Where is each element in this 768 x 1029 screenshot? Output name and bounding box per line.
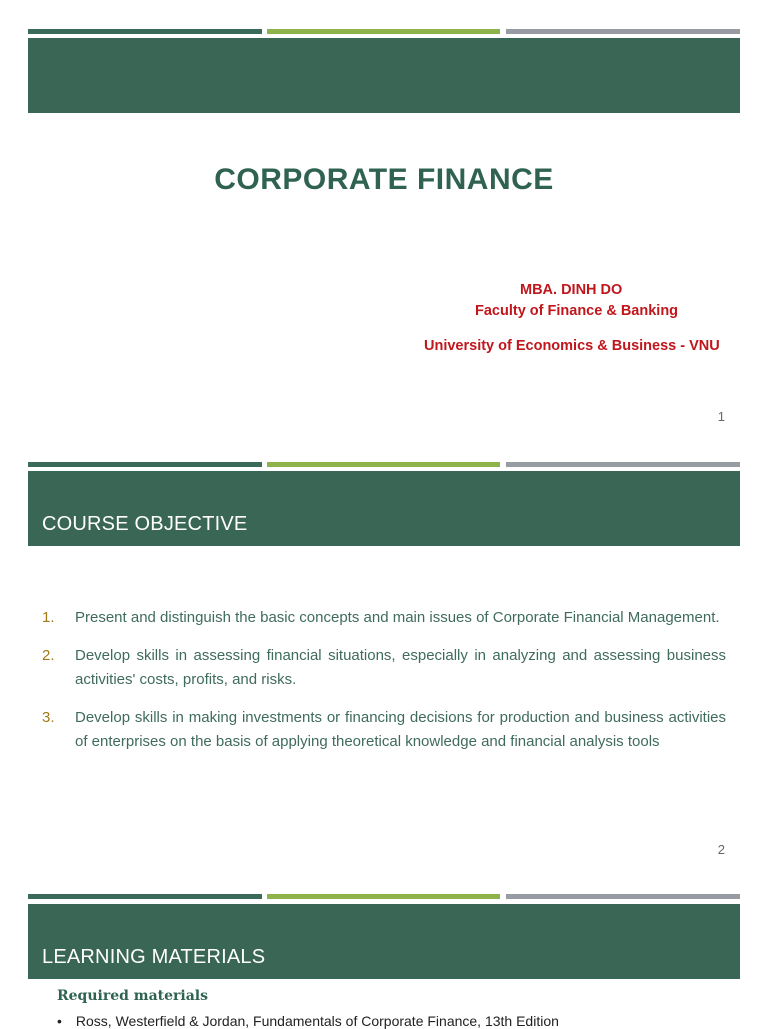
faculty-name: Faculty of Finance & Banking: [475, 303, 679, 319]
slide-heading: LEARNING MATERIALS: [42, 946, 266, 968]
required-materials-label: Required materials: [57, 988, 208, 1004]
accent-bars: [28, 894, 740, 899]
list-item-number: 1.: [42, 609, 55, 626]
accent-bar-dark: [28, 894, 262, 899]
accent-bars: [28, 29, 740, 34]
page-number: 1: [717, 409, 725, 424]
accent-bar-dark: [28, 462, 262, 467]
author-name: MBA. DINH DO: [520, 282, 623, 298]
header-band: [28, 471, 740, 546]
list-item: [42, 644, 726, 692]
list-item: [42, 606, 726, 630]
page-number: 2: [717, 842, 725, 857]
list-item-text: Develop skills in making investments or financing decisions for production and business activities of enterprises on the basis of applying theoretical knowledge and financial analysis tools: [75, 709, 726, 750]
list-item: [57, 1013, 559, 1029]
university-name: University of Economics & Business - VNU: [424, 338, 720, 354]
accent-bar-green: [267, 29, 500, 34]
slide-heading: COURSE OBJECTIVE: [42, 513, 248, 535]
bullet-icon: •: [57, 1013, 62, 1029]
accent-bar-gray: [506, 29, 740, 34]
accent-bar-dark: [28, 29, 262, 34]
slide-title: CORPORATE FINANCE: [214, 163, 554, 196]
accent-bar-gray: [506, 462, 740, 467]
list-item: [42, 706, 726, 754]
material-text: Ross, Westerfield & Jordan, Fundamentals of Corporate Finance, 13th Edition: [75, 1013, 559, 1029]
objectives-list: [42, 606, 726, 768]
accent-bar-green: [267, 894, 500, 899]
header-band: [28, 38, 740, 113]
accent-bar-green: [267, 462, 500, 467]
accent-bar-gray: [506, 894, 740, 899]
list-item-text: Present and distinguish the basic concepts and main issues of Corporate Financial Management.: [75, 609, 720, 626]
header-band: [28, 904, 740, 979]
accent-bars: [28, 462, 740, 467]
list-item-number: 3.: [42, 709, 55, 726]
slide-1: [0, 0, 768, 445]
list-item-text: Develop skills in assessing financial situations, especially in analyzing and assessing business activities' costs, profits, and risks.: [75, 647, 726, 688]
list-item-number: 2.: [42, 647, 55, 664]
